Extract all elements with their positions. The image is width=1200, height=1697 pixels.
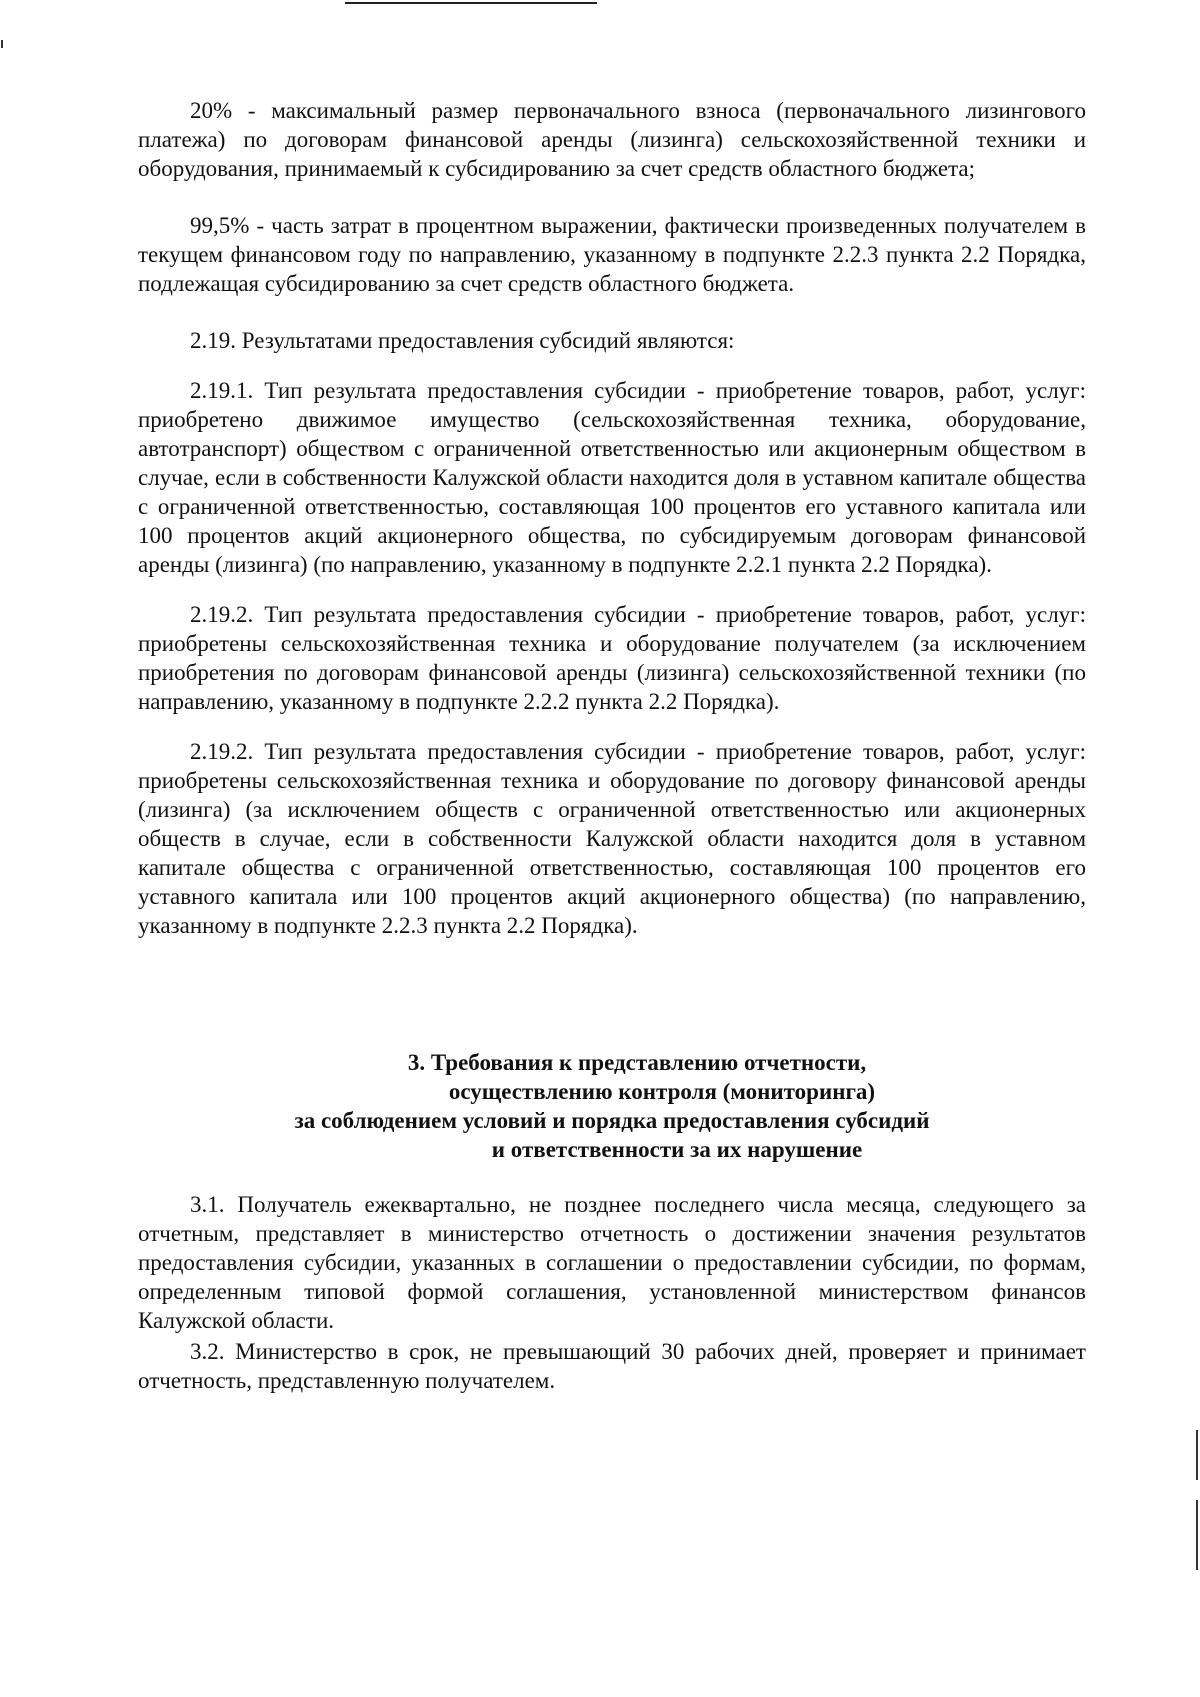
paragraph-3-2: 3.2. Министерство в срок, не превышающий 30 рабочих дней, проверяет и принимает отчетность, представленную получателем. [138,1339,1086,1393]
paragraph-3-1: 3.1. Получатель ежеквартально, не позднее последнего числа месяца, следующего за отчетным, представляет в министерство отчетность о достижении значения результатов предоставления субсидии, указанных в соглашении о предоставлении субсидии, по формам, определенным типовой формой соглашения, установленной министерством финансов Калужской области. [138,1192,1086,1333]
section-3-heading-line-3: за соблюдением условий и порядка предоставления субсидий [294,1108,930,1133]
section-3-heading-line-4: и ответственности за их нарушение [491,1137,863,1162]
paragraph-down-payment: 20% - максимальный размер первоначального взноса (первоначального лизингового платежа) по договорам финансовой аренды (лизинга) сельскохозяйственной техники и оборудования, принимаемый к субсидированию за счет средств областного бюджета; [138,98,1086,181]
paragraph-results-intro: 2.19. Результатами предоставления субсидий являются: [190,328,735,353]
paragraph-result-2-19-2-b: 2.19.2. Тип результата предоставления субсидии - приобретение товаров, работ, услуг: приобретены сельскохозяйственная техника и оборудование по договору финансовой аренды (лизинга) (за исключением обществ с ограниченной ответственностью или акционерных обществ в случае, если в собственности Калужской области находится доля в уставном капитале общества с ограниченной ответственностью, составляющая 100 процентов его уставного капитала или 100 процентов акций акционерного общества) (по направлению, указанному в подпункте 2.2.3 пункта 2.2 Порядка). [138,739,1086,938]
paragraph-result-2-19-2-a: 2.19.2. Тип результата предоставления субсидии - приобретение товаров, работ, услуг: приобретены сельскохозяйственная техника и оборудование получателем (за исключением приобретения по договорам финансовой аренды (лизинга) сельскохозяйственной техники (по направлению, указанному в подпункте 2.2.2 пункта 2.2 Порядка). [138,602,1086,714]
section-3-heading [138,1048,1086,1164]
section-3-heading-line-1: 3. Требования к представлению отчетности, [407,1050,867,1075]
document-page [138,96,1086,1395]
right-edge-mark [1196,1430,1198,1480]
right-edge-mark-lower [1196,1500,1198,1570]
top-rule [345,2,597,4]
section-3-heading-line-2: осуществлению контроля (мониторинга) [448,1079,876,1104]
left-edge-mark [1,40,3,48]
paragraph-result-2-19-1: 2.19.1. Тип результата предоставления субсидии - приобретение товаров, работ, услуг: приобретено движимое имущество (сельскохозяйственная техника, оборудование, автотранспорт) обществом с ограниченной ответственностью или акционерным обществом в случае, если в собственности Калужской области находится доля в уставном капитале общества с ограниченной ответственностью, составляющая 100 процентов его уставного капитала или 100 процентов акций акционерного общества, по субсидируемым договорам финансовой аренды (лизинга) (по направлению, указанному в подпункте 2.2.1 пункта 2.2 Порядка). [138,378,1086,577]
paragraph-cost-share: 99,5% - часть затрат в процентном выражении, фактически произведенных получателем в текущем финансовом году по направлению, указанному в подпункте 2.2.3 пункта 2.2 Порядка, подлежащая субсидированию за счет средств областного бюджета. [138,213,1086,296]
